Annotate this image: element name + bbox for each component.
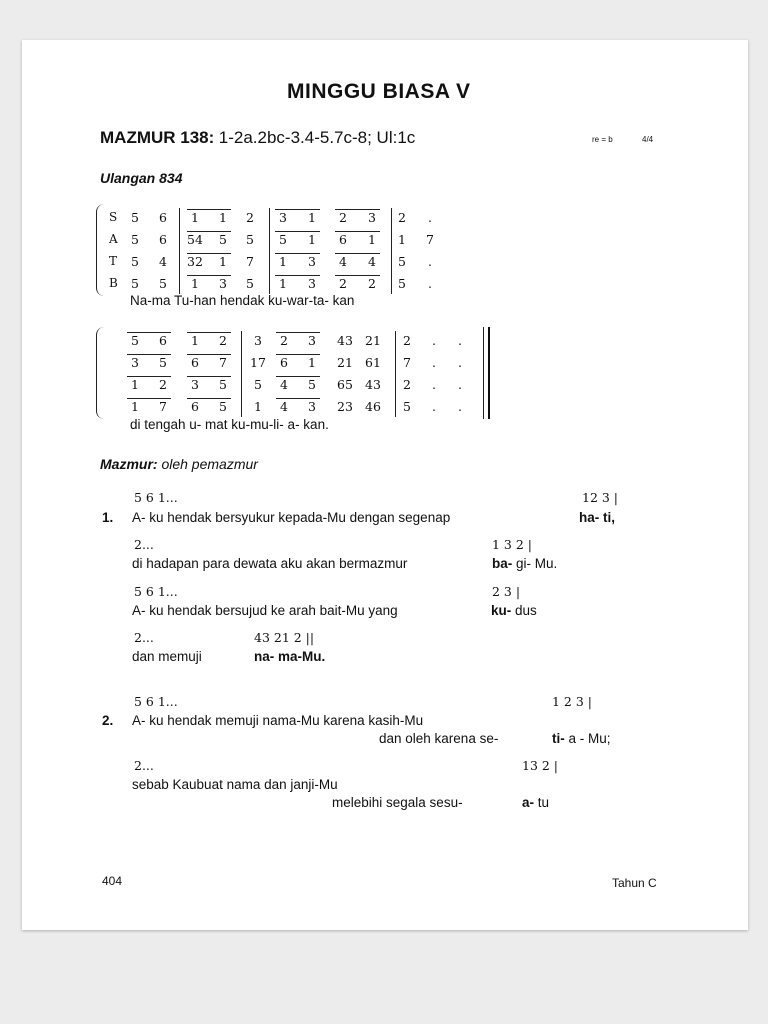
beam-system2-r1-1 bbox=[187, 354, 231, 355]
note-system1-r1-c5: 5 bbox=[279, 232, 287, 247]
v2-notes-2b: 13 2 | bbox=[522, 758, 559, 773]
note-system2-r0-c6: 3 bbox=[308, 333, 316, 348]
note-system1-r3-c2: 1 bbox=[191, 276, 199, 291]
note-system1-r0-c5: 3 bbox=[279, 210, 287, 225]
note-system2-r1-c8: 61 bbox=[365, 355, 381, 370]
note-system2-r2-c6: 5 bbox=[308, 377, 316, 392]
note-system2-r2-c8: 43 bbox=[365, 377, 381, 392]
final-bar-system2 bbox=[488, 327, 490, 419]
note-system1-r2-c4: 7 bbox=[246, 254, 254, 269]
note-system2-r1-c3: 7 bbox=[219, 355, 227, 370]
voice-label-t: T bbox=[109, 254, 118, 268]
beam-system1-r0-0 bbox=[187, 209, 231, 210]
note-system1-r0-c2: 1 bbox=[191, 210, 199, 225]
document-page bbox=[22, 40, 748, 930]
barline-system2-1 bbox=[395, 331, 396, 417]
note-system2-r0-c0: 5 bbox=[131, 333, 139, 348]
beam-system1-r3-2 bbox=[335, 275, 380, 276]
page-title: MINGGU BIASA V bbox=[287, 80, 471, 103]
note-system2-r2-c10: . bbox=[432, 377, 436, 392]
v2-end-1-rest: a - Mu; bbox=[568, 731, 611, 746]
note-system2-r3-c4: 1 bbox=[254, 399, 262, 414]
note-system1-r1-c7: 6 bbox=[339, 232, 347, 247]
note-system1-r3-c1: 5 bbox=[159, 276, 167, 291]
v1-notes-1a: 5 6 1... bbox=[134, 490, 178, 505]
v1-notes-3b: 2 3 | bbox=[492, 584, 521, 599]
note-system1-r2-c0: 5 bbox=[131, 254, 139, 269]
note-system2-r3-c8: 46 bbox=[365, 399, 381, 414]
note-system2-r0-c3: 2 bbox=[219, 333, 227, 348]
note-system2-r1-c1: 5 bbox=[159, 355, 167, 370]
v2-end-1-bold: ti- bbox=[552, 731, 565, 746]
voice-label-b: B bbox=[109, 276, 118, 290]
note-system1-r2-c3: 1 bbox=[219, 254, 227, 269]
v1-end-3-bold: ku- bbox=[491, 603, 512, 618]
note-system1-r2-c5: 1 bbox=[279, 254, 287, 269]
note-system2-r3-c3: 5 bbox=[219, 399, 227, 414]
note-system1-r2-c7: 4 bbox=[339, 254, 347, 269]
note-system2-r0-c11: . bbox=[458, 333, 462, 348]
brace-system2 bbox=[96, 327, 105, 419]
note-system2-r1-c6: 1 bbox=[308, 355, 316, 370]
psalm-label: MAZMUR 138: bbox=[100, 128, 215, 147]
v1-end-1-bold: ha- ti, bbox=[579, 510, 615, 525]
psalm-header bbox=[100, 128, 415, 148]
note-system1-r0-c7: 2 bbox=[339, 210, 347, 225]
barline-system1-1 bbox=[269, 208, 270, 294]
verse-1-number: 1. bbox=[102, 510, 114, 525]
v1-notes-4b: 43 21 2 || bbox=[254, 630, 315, 645]
beam-system2-r3-0 bbox=[127, 398, 171, 399]
beam-system1-r2-1 bbox=[275, 253, 320, 254]
note-system1-r0-c0: 5 bbox=[131, 210, 139, 225]
note-system2-r3-c0: 1 bbox=[131, 399, 139, 414]
note-system1-r2-c1: 4 bbox=[159, 254, 167, 269]
note-system2-r3-c9: 5 bbox=[403, 399, 411, 414]
note-system2-r3-c1: 7 bbox=[159, 399, 167, 414]
note-system1-r2-c2: 32 bbox=[187, 254, 203, 269]
v1-text-1: A- ku hendak bersyukur kepada-Mu dengan segenap bbox=[132, 510, 451, 525]
note-system1-r3-c10: . bbox=[428, 276, 432, 291]
beam-system1-r0-1 bbox=[275, 209, 320, 210]
note-system2-r2-c11: . bbox=[458, 377, 462, 392]
v2-end-2 bbox=[522, 795, 549, 810]
note-system2-r0-c4: 3 bbox=[254, 333, 262, 348]
v1-notes-2b: 1 3 2 | bbox=[492, 537, 532, 552]
note-system2-r3-c5: 4 bbox=[280, 399, 288, 414]
note-system1-r1-c4: 5 bbox=[246, 232, 254, 247]
v1-end-3-rest: dus bbox=[515, 603, 537, 618]
note-system1-r3-c9: 5 bbox=[398, 276, 406, 291]
v1-end-1 bbox=[579, 510, 615, 525]
note-system1-r0-c10: . bbox=[428, 210, 432, 225]
v1-notes-2a: 2... bbox=[134, 537, 154, 552]
note-system2-r0-c8: 21 bbox=[365, 333, 381, 348]
note-system1-r1-c8: 1 bbox=[368, 232, 376, 247]
note-system2-r0-c2: 1 bbox=[191, 333, 199, 348]
note-system2-r1-c2: 6 bbox=[191, 355, 199, 370]
v2-end-2-rest: tu bbox=[537, 795, 550, 810]
v2-notes-2a: 2... bbox=[134, 758, 154, 773]
note-system2-r2-c5: 4 bbox=[280, 377, 288, 392]
beam-system2-r0-2 bbox=[276, 332, 320, 333]
beam-system1-r2-0 bbox=[187, 253, 231, 254]
v2-end-1 bbox=[552, 731, 611, 746]
v2-end-2-bold: a- bbox=[522, 795, 535, 810]
beam-system2-r1-0 bbox=[127, 354, 171, 355]
beam-system1-r1-1 bbox=[275, 231, 320, 232]
beam-system1-r1-0 bbox=[187, 231, 231, 232]
refrain-heading: Ulangan 834 bbox=[100, 170, 183, 186]
note-system2-r1-c11: . bbox=[458, 355, 462, 370]
key-signature: re = b bbox=[592, 135, 613, 144]
note-system2-r2-c1: 2 bbox=[159, 377, 167, 392]
note-system1-r1-c9: 1 bbox=[398, 232, 406, 247]
psalm-verses: 1-2a.2bc-3.4-5.7c-8; Ul:1c bbox=[218, 128, 416, 147]
voice-label-a: A bbox=[109, 232, 118, 246]
v1-notes-1b: 12 3 | bbox=[582, 490, 619, 505]
note-system2-r1-c5: 6 bbox=[280, 355, 288, 370]
note-system1-r0-c8: 3 bbox=[368, 210, 376, 225]
v2-text-1: A- ku hendak memuji nama-Mu karena kasih-Mu bbox=[132, 713, 424, 728]
beam-system2-r0-1 bbox=[187, 332, 231, 333]
note-system2-r1-c4: 17 bbox=[250, 355, 266, 370]
note-system2-r2-c7: 65 bbox=[337, 377, 353, 392]
final-thin-system2 bbox=[483, 327, 484, 419]
v1-end-4: na- ma-Mu. bbox=[254, 649, 326, 664]
note-system2-r1-c7: 21 bbox=[337, 355, 353, 370]
beam-system2-r2-2 bbox=[276, 376, 320, 377]
note-system1-r3-c6: 3 bbox=[308, 276, 316, 291]
note-system2-r2-c0: 1 bbox=[131, 377, 139, 392]
beam-system1-r3-1 bbox=[275, 275, 320, 276]
note-system2-r2-c3: 5 bbox=[219, 377, 227, 392]
v2-text-2b: melebihi segala sesu- bbox=[332, 795, 463, 810]
note-system2-r1-c0: 3 bbox=[131, 355, 139, 370]
note-system2-r2-c2: 3 bbox=[191, 377, 199, 392]
note-system1-r3-c8: 2 bbox=[368, 276, 376, 291]
note-system1-r3-c0: 5 bbox=[131, 276, 139, 291]
note-system2-r3-c10: . bbox=[432, 399, 436, 414]
beam-system1-r3-0 bbox=[187, 275, 231, 276]
beam-system2-r2-1 bbox=[187, 376, 231, 377]
v1-text-2: di hadapan para dewata aku akan bermazmur bbox=[132, 556, 408, 571]
v1-end-2-rest: gi- Mu. bbox=[516, 556, 558, 571]
note-system2-r3-c6: 3 bbox=[308, 399, 316, 414]
time-signature: 4/4 bbox=[642, 135, 654, 144]
beam-system1-r2-2 bbox=[335, 253, 380, 254]
brace-system1 bbox=[96, 204, 105, 296]
refrain-lyrics-2: di tengah u- mat ku-mu-li- a- kan. bbox=[130, 417, 329, 432]
beam-system2-r0-0 bbox=[127, 332, 171, 333]
note-system1-r0-c9: 2 bbox=[398, 210, 406, 225]
note-system1-r2-c8: 4 bbox=[368, 254, 376, 269]
verse-section-label: Mazmur: bbox=[100, 456, 158, 472]
note-system2-r0-c5: 2 bbox=[280, 333, 288, 348]
note-system1-r3-c3: 3 bbox=[219, 276, 227, 291]
page-number: 404 bbox=[102, 874, 123, 888]
barline-system1-2 bbox=[391, 208, 392, 294]
note-system1-r3-c4: 5 bbox=[246, 276, 254, 291]
note-system1-r2-c6: 3 bbox=[308, 254, 316, 269]
note-system1-r1-c2: 54 bbox=[187, 232, 203, 247]
v2-text-1b: dan oleh karena se- bbox=[379, 731, 499, 746]
note-system2-r3-c11: . bbox=[458, 399, 462, 414]
note-system1-r0-c4: 2 bbox=[246, 210, 254, 225]
note-system1-r1-c3: 5 bbox=[219, 232, 227, 247]
note-system2-r1-c10: . bbox=[432, 355, 436, 370]
note-system1-r1-c6: 1 bbox=[308, 232, 316, 247]
v1-end-3 bbox=[491, 603, 537, 618]
barline-system2-0 bbox=[241, 331, 242, 417]
note-system2-r1-c9: 7 bbox=[403, 355, 411, 370]
v2-notes-1a: 5 6 1... bbox=[134, 694, 178, 709]
note-system1-r3-c5: 1 bbox=[279, 276, 287, 291]
v2-notes-1b: 1 2 3 | bbox=[552, 694, 592, 709]
note-system2-r3-c2: 6 bbox=[191, 399, 199, 414]
v1-end-2-bold: ba- bbox=[492, 556, 513, 571]
note-system1-r1-c10: 7 bbox=[426, 232, 434, 247]
note-system2-r2-c4: 5 bbox=[254, 377, 262, 392]
verse-section-note: oleh pemazmur bbox=[161, 456, 258, 472]
v2-text-2: sebab Kaubuat nama dan janji-Mu bbox=[132, 777, 338, 792]
beam-system2-r3-1 bbox=[187, 398, 231, 399]
note-system1-r0-c3: 1 bbox=[219, 210, 227, 225]
beam-system2-r3-2 bbox=[276, 398, 320, 399]
beam-system2-r1-2 bbox=[276, 354, 320, 355]
footer-year: Tahun C bbox=[612, 876, 657, 890]
note-system2-r0-c1: 6 bbox=[159, 333, 167, 348]
beam-system2-r2-0 bbox=[127, 376, 171, 377]
note-system1-r1-c1: 6 bbox=[159, 232, 167, 247]
note-system1-r2-c10: . bbox=[428, 254, 432, 269]
note-system2-r3-c7: 23 bbox=[337, 399, 353, 414]
note-system1-r1-c0: 5 bbox=[131, 232, 139, 247]
v1-notes-3a: 5 6 1... bbox=[134, 584, 178, 599]
note-system2-r2-c9: 2 bbox=[403, 377, 411, 392]
barline-system1-0 bbox=[179, 208, 180, 294]
v1-notes-4a: 2... bbox=[134, 630, 154, 645]
verse-2-number: 2. bbox=[102, 713, 114, 728]
note-system1-r0-c1: 6 bbox=[159, 210, 167, 225]
note-system1-r2-c9: 5 bbox=[398, 254, 406, 269]
refrain-lyrics-1: Na-ma Tu-han hendak ku-war-ta- kan bbox=[130, 293, 355, 308]
note-system2-r0-c9: 2 bbox=[403, 333, 411, 348]
note-system1-r3-c7: 2 bbox=[339, 276, 347, 291]
note-system2-r0-c10: . bbox=[432, 333, 436, 348]
v1-text-4: dan memuji bbox=[132, 649, 202, 664]
verse-section-heading bbox=[100, 456, 258, 472]
note-system2-r0-c7: 43 bbox=[337, 333, 353, 348]
v1-end-2 bbox=[492, 556, 557, 571]
note-system1-r0-c6: 1 bbox=[308, 210, 316, 225]
voice-label-s: S bbox=[109, 210, 118, 224]
beam-system1-r1-2 bbox=[335, 231, 380, 232]
beam-system1-r0-2 bbox=[335, 209, 380, 210]
v1-text-3: A- ku hendak bersujud ke arah bait-Mu yang bbox=[132, 603, 398, 618]
